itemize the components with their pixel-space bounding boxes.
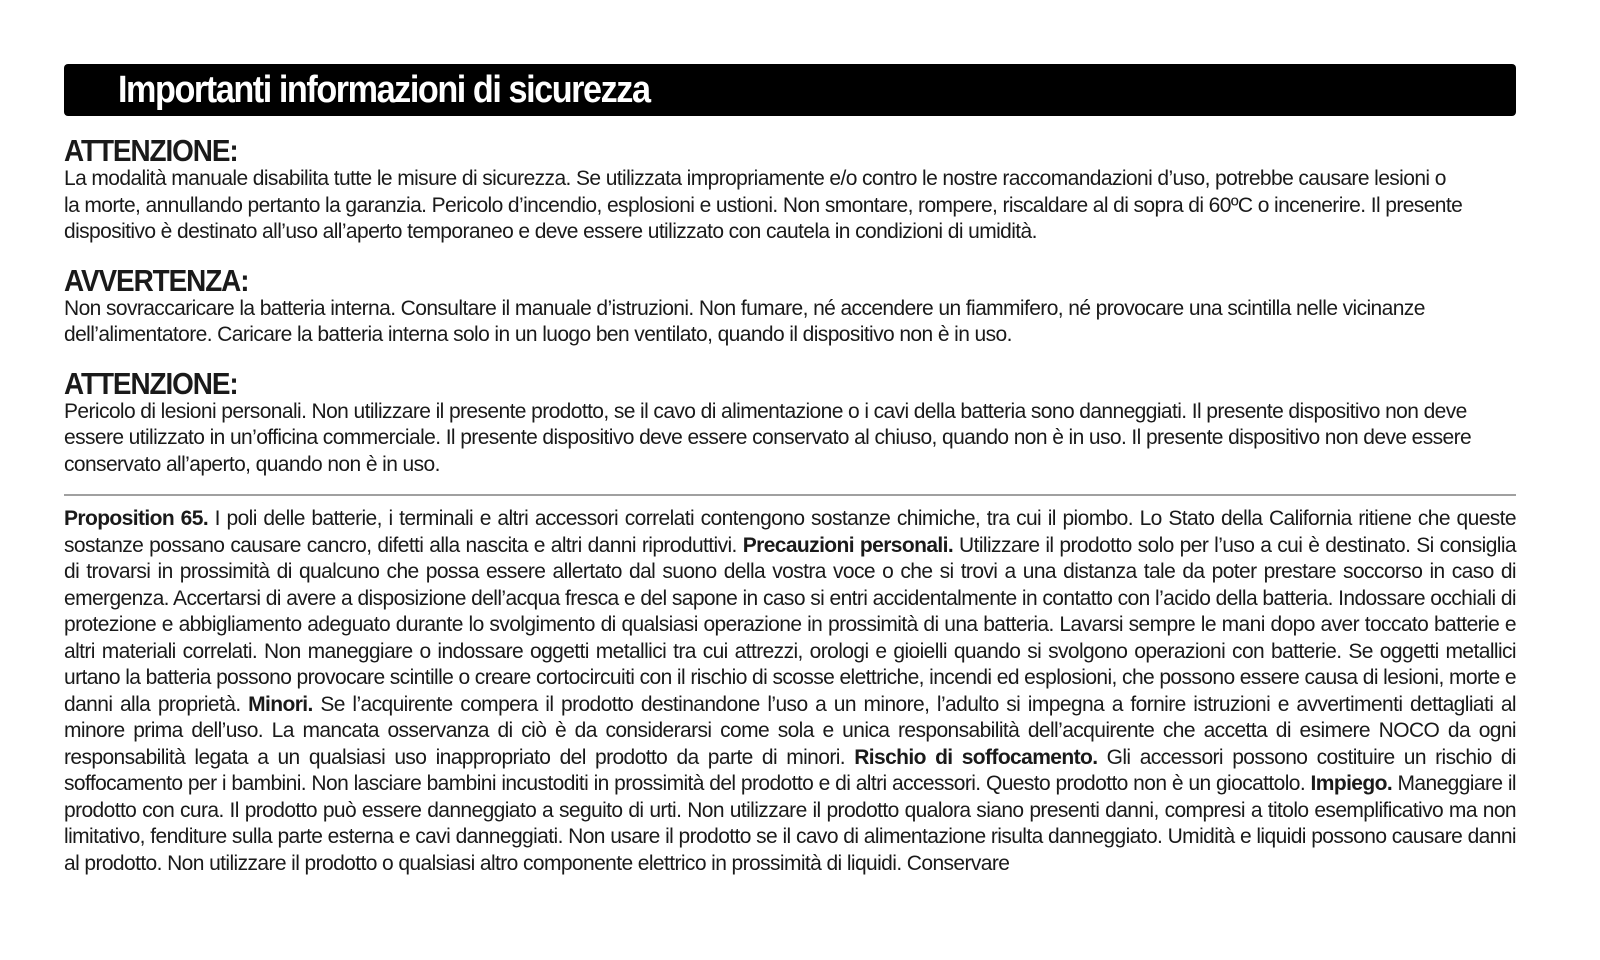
- text-line: La modalità manuale disabilita tutte le misure di sicurezza. Se utilizzata impropriamente e/o contro le nostre raccomandazioni d’uso, potrebbe causare lesioni o: [64, 167, 1446, 190]
- safety-page: [64, 64, 1516, 877]
- prop65-text: I poli delle batterie, i terminali e altri accessori correlati contengono sostanze chimiche, tra cui il piombo. Lo Stato della California ritiene che queste sostanze possano causare cancro, difetti alla nascita e altri danni riproduttivi.: [64, 507, 1516, 557]
- text-line: Non sovraccaricare la batteria interna. Consultare il manuale d’istruzioni. Non fumare, né accendere un fiammifero, né provocare una scintilla nelle vicinanze: [64, 296, 1425, 320]
- text-line: Pericolo di lesioni personali. Non utilizzare il presente prodotto, se il cavo di alimentazione o i cavi della batteria sono danneggiati. Il presente dispositivo non deve: [64, 399, 1467, 423]
- legal-paragraph: [64, 506, 1516, 877]
- personal-precautions-label: Precauzioni personali.: [742, 533, 954, 557]
- page-title: Importanti informazioni di sicurezza: [118, 68, 650, 111]
- warning-section-1: [64, 133, 1516, 246]
- text-line: dispositivo è destinato all’uso all’aperto temporaneo e deve essere utilizzato con cautela in condizioni di umidità.: [64, 220, 1037, 243]
- choking-hazard-label: Rischio di soffocamento.: [854, 745, 1098, 769]
- section-body: [64, 296, 1516, 349]
- choking-hazard-text: Gli accessori possono costituire un rischio di soffocamento per i bambini. Non lasciare bambini incustoditi in prossimità del prodotto e di altri accessori. Questo prodotto non è un giocattolo.: [64, 745, 1516, 795]
- warning-section-3: [64, 365, 1516, 479]
- use-text: Maneggiare il prodotto con cura. Il prodotto può essere danneggiato a seguito di urti. Non utilizzare il prodotto qualora siano presenti danni, compresi a titolo esemplificativo ma non limitativo, fenditure sulla parte esterna e cavi danneggiati. Non usare il prodotto se il cavo di alimentazione risulta danneggiato. Umidità e liquidi possono causare danni al prodotto. Non utilizzare il prodotto o qualsiasi altro componente elettrico in prossimità di liquidi. Conservare: [64, 772, 1516, 875]
- section-heading: AVVERTENZA:: [64, 262, 249, 298]
- section-divider: [64, 494, 1516, 496]
- prop65-label: Proposition 65.: [64, 507, 209, 530]
- section-body: [64, 399, 1516, 479]
- section-heading: ATTENZIONE:: [64, 365, 238, 401]
- minors-text: Se l’acquirente compera il prodotto destinandone l’uso a un minore, l’adulto si impegna a fornire istruzioni e avvertimenti dettagliati al minore prima dell’uso. La mancata osservanza di ciò è da considerarsi come sola e unica responsabilità dell’acquirente che accetta di esimere NOCO da ogni responsabilità legata a un qualsiasi uso inappropriato del prodotto da parte di minori.: [64, 692, 1516, 769]
- section-body: [64, 166, 1516, 246]
- minors-label: Minori.: [248, 692, 313, 716]
- use-label: Impiego.: [1310, 772, 1393, 795]
- text-line: dell’alimentatore. Caricare la batteria interna solo in un luogo ben ventilato, quando il dispositivo non è in uso.: [64, 323, 1012, 346]
- text-line: la morte, annullando pertanto la garanzia. Pericolo d’incendio, esplosioni e ustioni. Non smontare, rompere, riscaldare al di sopra di 60ºC o incenerire. Il presente: [64, 193, 1463, 217]
- text-line: essere utilizzato in un’officina commerciale. Il presente dispositivo deve essere conservato al chiuso, quando non è in uso. Il presente dispositivo non deve essere: [64, 426, 1472, 449]
- section-heading: ATTENZIONE:: [64, 133, 238, 168]
- title-bar: [64, 64, 1516, 116]
- personal-precautions-text: Utilizzare il prodotto solo per l’uso a cui è destinato. Si consiglia di trovarsi in prossimità di qualcuno che possa essere allertato dal suono della vostra voce o che si trovi a una distanza tale da poter prestare soccorso in caso di emergenza. Accertarsi di avere a disposizione dell’acqua fresca e del sapone in caso si entri accidentalmente in contatto con l’acido della batteria. Indossare occhiali di protezione e abbigliamento adeguato durante lo svolgimento di qualsiasi operazione in prossimità di una batteria. Lavarsi sempre le mani dopo aver toccato batterie e altri materiali correlati. Non maneggiare o indossare oggetti metallici tra cui attrezzi, orologi e gioielli quando si svolgono operazioni con batterie. Se oggetti metallici urtano la batteria possono provocare scintille o creare cortocircuiti con il rischio di scosse elettriche, incendi ed esplosioni, che possono essere causa di lesioni, morte e danni alla proprietà.: [64, 533, 1516, 716]
- warning-section-2: [64, 262, 1516, 349]
- text-line: conservato all’aperto, quando non è in uso.: [64, 452, 440, 476]
